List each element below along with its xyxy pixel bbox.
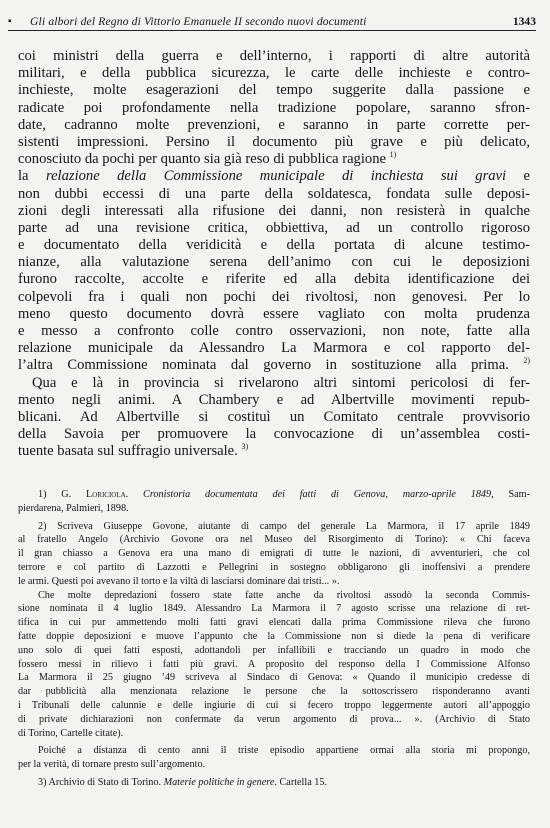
text-line: coi ministri della guerra e dell’interno, i rapporti di altre autorità (18, 48, 530, 64)
text-line: non dubbi eccessi di una parte della soldatesca, fondata sulle deposi- (18, 185, 530, 202)
text-line: Qua e là in provincia si rivelarono altri sintomi pericolosi di fer- (32, 374, 530, 391)
text-line: furono raccolte, accolte e riferite ed alla debita identificazione dei (18, 271, 530, 288)
footnote-line: uno solo di quei fatti esposti, adottandoli per infallibili e tracciando un quadro in modo che (18, 644, 530, 656)
footnote-ref: 1) (389, 150, 397, 160)
text-line: militari, e della pubblica sicurezza, le carte delle inchieste e contro- (18, 65, 530, 82)
text-line: e documentato della veridicità e della portata di alcune testimo- (18, 237, 530, 254)
text-line: della Savoia per promuovere la convocazione di un’assemblea costi- (18, 426, 530, 443)
text-line: mento negli animi. A Chambery e ad Albertville movimenti repub- (18, 391, 530, 408)
footnote-line: i Tribunali delle calunnie e delle ingiurie di cui si fecero troppo leggermente autori all’appoggio (18, 699, 530, 711)
text-line: tuente basata sul suffragio universale. $^{3)}$ (18, 442, 249, 460)
footnote-line: La Marmora il 25 giugno ’49 scriveva al Sindaco di Genova: « Quando il municipio credesse di (18, 672, 530, 684)
footnote-line: 1) G. Loriciola. Cronistoria documentata dei fatti di Genova, marzo-aprile 1849, Sam- (38, 489, 530, 500)
text-line: conosciuto da pochi per quanto sia già reso di pubblica ragione $^{1)}$ (18, 150, 397, 168)
footnote-line: 2) Scriveva Giuseppe Govone, aiutante di campo del generale La Marmora, il 17 aprile 1849 (38, 520, 530, 532)
text-line: relazione municipale da Alessandro La Marmora e col rapporto del- (18, 340, 530, 357)
running-header (8, 14, 536, 31)
footnote-line: di private dichiarazioni non confermate da verun argomento di prova... ». (Archivio di Stato (18, 713, 530, 725)
footnote-line: tifica in cui pur ammettendo molti fatti gravi elencati dalla prima Commissione rileva che furono (18, 617, 530, 629)
text-line: blicani. Ad Albertville si costituì un Comitato centrale provvisorio (18, 408, 530, 425)
footnote-line: per la verità, di tornare presto sull’argomento. (18, 759, 206, 771)
header-bullet: ▪ (8, 16, 12, 27)
footnote-ref: 3) (241, 442, 249, 452)
main-text (18, 48, 530, 461)
footnote-line: Poiché a distanza di cento anni il triste episodio appartiene ormai alla storia mi propongo, (38, 745, 530, 757)
footnotes (18, 488, 530, 790)
text-line: zioni degli interessati alla rifusione dei danni, non resisterà in qualche (18, 202, 530, 219)
footnote-line: pierdarena, Palmieri, 1898. (18, 502, 129, 514)
footnote-line: fossero messi in rilievo i fatti più gravi. A proposito del responso della I Commissione Alfonso (18, 658, 530, 670)
footnote-line: 3) Archivio di Stato di Torino. Materie politiche in genere. Cartella 15. (38, 776, 328, 788)
text-line: inchieste, molte esagerazioni del tempo suggerite dalla passione e (18, 82, 530, 99)
text-line: l’altra Commissione nominata dal governo in sostituzione alla prima. $^{2)}$ (18, 357, 530, 374)
footnote-line: di Torino, Cartelle citate). (18, 727, 124, 739)
footnote-line: il gran chiasso a Genova era una mano di emigrati di tutte le nazioni, di avventurieri, che col (18, 548, 530, 560)
text-line: radicate poi profondamente nella tradizione popolare, saranno sfron- (18, 99, 530, 116)
text-line: e messo a confronto colle contro osservazioni, non note, fatte alla (18, 323, 530, 339)
footnote-line: dar pubblicità alla menzionata relazione le persone che la sottoscrissero risponderanno avanti (18, 686, 530, 698)
text-line: colpevoli fra i quali non pochi dei rivoltosi, non genovesi. Per lo (18, 288, 530, 305)
footnote-line: fatte doppie deposizioni e muove l’appunto che la Commissione non si diede la pena di verificare (18, 630, 530, 642)
page-number: 1343 (512, 15, 536, 28)
footnote-line: al fratello Angelo (Archivio Govone ora nel Museo del Risorgimento di Torino): « Chi faceva (18, 534, 530, 546)
text-line: parte ad una revisione critica, obbiettiva, ad un controllo rigoroso (18, 219, 530, 236)
running-title: Gli albori del Regno di Vittorio Emanuele II secondo nuovi documenti (30, 15, 367, 28)
text-line: la relazione della Commissione municipale di inchiesta sui gravi e (18, 168, 530, 185)
footnote-line: le armi. Questi poi avevano il torto e la viltà di lasciarsi dominare dai tristi... ». (18, 575, 340, 587)
text-line: nianze, alla valutazione serena dell’animo con cui le deposizioni (18, 254, 530, 271)
footnote-ref: 2) (523, 357, 530, 366)
text-line: sistenti impressioni. Persino il documento più grave e più delicato, (18, 133, 530, 150)
footnote-line: sione nominata il 4 luglio 1849. Alessandro La Marmora il 7 agosto scrisse una relazione di ret- (18, 603, 530, 615)
footnote-line: Che molte depredazioni fossero state fatte anche da rivoltosi assodò la seconda Commis- (38, 589, 530, 601)
footnote-line: terrore e col partito di Lazzotti e Pellegrini in sostegno obbligarono gli inoffensivi a prendere (18, 561, 530, 573)
text-line: date, cadranno molte prevenzioni, e saranno in parte corrette per- (18, 116, 530, 133)
text-line: meno questo documento dovrà essere vagliato con molta prudenza (18, 305, 530, 322)
